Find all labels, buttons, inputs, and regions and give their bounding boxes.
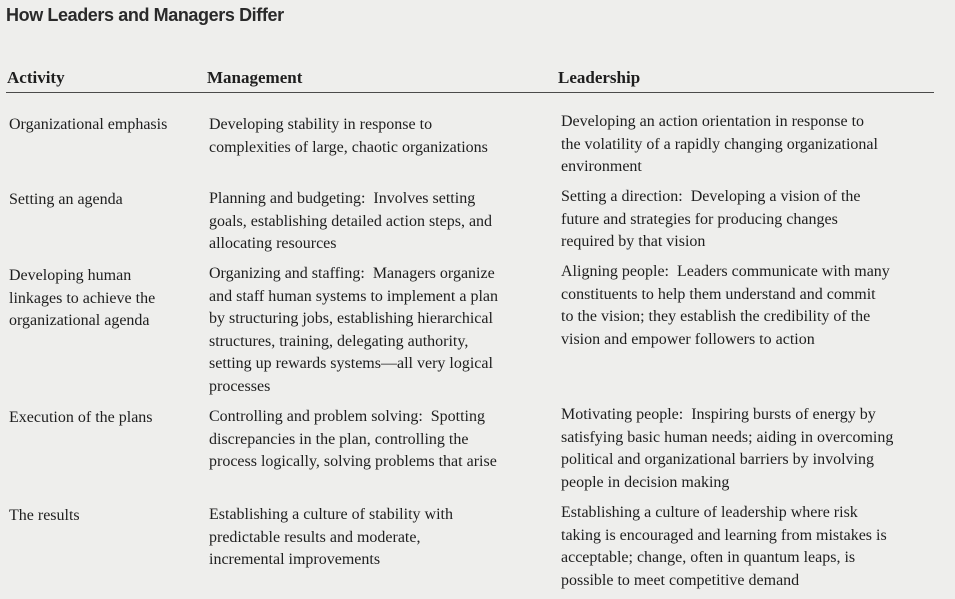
row-1-leadership: Developing an action orientation in response to the volatility of a rapidly changing organizational environment <box>561 113 878 175</box>
header-divider <box>6 92 934 93</box>
row-4-activity: Execution of the plans <box>9 409 153 426</box>
row-4-management: Controlling and problem solving: Spotting discrepancies in the plan, controlling the process logically, solving problems that arise <box>209 408 497 470</box>
row-2-management: Planning and budgeting: Involves setting goals, establishing detailed action steps, and allocating resources <box>209 190 493 252</box>
row-1-management: Developing stability in response to complexities of large, chaotic organizations <box>209 116 488 156</box>
row-5-leadership: Establishing a culture of leadership where risk taking is encouraged and learning from mistakes is acceptable; change, often in quantum leaps, is possible to meet competitive demand <box>561 504 887 589</box>
row-2-activity: Setting an agenda <box>9 191 123 208</box>
column-header-activity: Activity <box>7 68 65 87</box>
row-1-activity: Organizational emphasis <box>9 116 168 133</box>
column-header-management: Management <box>207 68 303 87</box>
row-5-activity: The results <box>9 507 80 524</box>
row-2-leadership: Setting a direction: Developing a vision of the future and strategies for producing changes required by that vision <box>561 188 861 250</box>
row-4-leadership: Motivating people: Inspiring bursts of energy by satisfying basic human needs; aiding in overcoming political and organizational barriers by involving people in decision making <box>561 406 894 491</box>
row-3-leadership: Aligning people: Leaders communicate with many constituents to help them understand and commit to the vision; they establish the credibility of the vision and empower followers to action <box>561 263 890 348</box>
row-3-management: Organizing and staffing: Managers organize and staff human systems to implement a plan by structuring jobs, establishing hierarchical structures, training, delegating authority, setting up rewards systems—all very logical processes <box>209 265 498 395</box>
row-3-activity: Developing human linkages to achieve the organizational agenda <box>9 267 156 329</box>
page-title: How Leaders and Managers Differ <box>6 5 284 25</box>
column-header-leadership: Leadership <box>558 68 641 87</box>
row-5-management: Establishing a culture of stability with predictable results and moderate, incremental improvements <box>209 506 453 568</box>
